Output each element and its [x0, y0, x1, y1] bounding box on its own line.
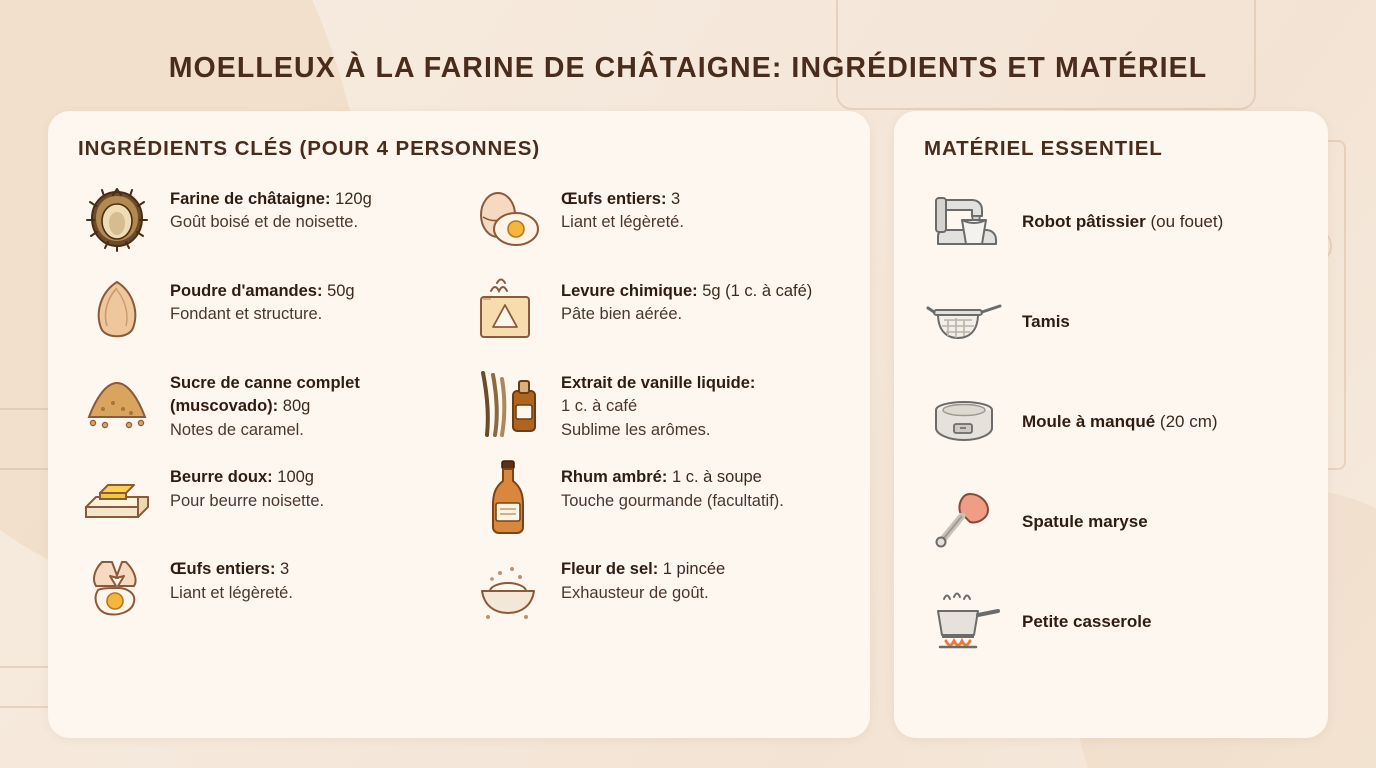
butter-icon	[78, 460, 156, 534]
ingredient-desc: Pâte bien aérée.	[561, 305, 683, 324]
ingredient-text	[170, 274, 355, 327]
ingredient-text	[170, 182, 372, 235]
ingredient-amount: 1 pincée	[662, 560, 726, 579]
equipment-note: (20 cm)	[1159, 411, 1218, 431]
ingredient-desc: Pour beurre noisette.	[170, 491, 325, 510]
salt-bowl-icon	[469, 552, 547, 626]
ingredient-text	[170, 460, 324, 513]
ingredient-item	[78, 173, 449, 265]
egg-icon	[469, 182, 547, 256]
equipment-note: (ou fouet)	[1150, 211, 1224, 231]
equipment-name: Spatule maryse	[1022, 511, 1148, 531]
ingredient-text	[561, 182, 684, 235]
equipment-item	[924, 573, 1298, 673]
ingredient-desc: Liant et légèreté.	[170, 583, 293, 602]
ingredient-desc: Liant et légèreté.	[561, 213, 684, 232]
ingredients-grid	[78, 173, 840, 635]
ingredient-desc: Notes de caramel.	[170, 420, 304, 439]
ingredient-text	[561, 460, 784, 513]
ingredient-amount: 1 c. à café	[561, 397, 638, 416]
equipment-name: Moule à manqué	[1022, 411, 1156, 431]
ingredient-amount: 80g	[282, 397, 311, 416]
ingredient-name: Levure chimique:	[561, 282, 698, 300]
equipment-text	[1022, 185, 1223, 259]
springform-pan-icon	[924, 385, 1008, 459]
equipment-name: Petite casserole	[1022, 611, 1152, 631]
ingredient-item	[469, 173, 840, 265]
ingredient-name: Extrait de vanille liquide:	[561, 374, 756, 392]
ingredient-name: Œufs entiers:	[170, 560, 276, 579]
equipment-heading: MATÉRIEL ESSENTIEL	[924, 137, 1163, 160]
equipment-name: Tamis	[1022, 311, 1070, 331]
equipment-list	[924, 173, 1298, 673]
ingredient-name: Œufs entiers:	[561, 190, 667, 208]
ingredient-amount: 5g (1 c. à café)	[702, 282, 813, 300]
equipment-text	[1022, 285, 1070, 359]
equipment-item	[924, 273, 1298, 373]
chestnut-icon	[78, 182, 156, 256]
ingredient-item	[469, 451, 840, 543]
equipment-card	[894, 111, 1328, 738]
ingredient-amount: 3	[671, 190, 681, 208]
ingredient-item	[469, 265, 840, 357]
ingredient-desc: Goût boisé et de noisette.	[170, 213, 359, 232]
baking-powder-sachet-icon	[469, 274, 547, 348]
ingredient-item	[78, 451, 449, 543]
content-columns	[48, 111, 1328, 738]
ingredient-name: Beurre doux:	[170, 468, 273, 487]
ingredient-desc: Touche gourmande (facultatif).	[561, 491, 784, 510]
ingredients-heading: INGRÉDIENTS CLÉS (POUR 4 PERSONNES)	[78, 137, 541, 160]
ingredient-item	[78, 357, 449, 451]
equipment-item	[924, 173, 1298, 273]
ingredient-name: Farine de châtaigne:	[170, 190, 331, 208]
ingredient-name: Sucre de canne complet (muscovado):	[170, 374, 360, 416]
equipment-item	[924, 473, 1298, 573]
ingredient-amount: 120g	[335, 190, 372, 208]
equipment-text	[1022, 385, 1218, 459]
brown-sugar-icon	[78, 366, 156, 440]
ingredient-amount: 50g	[327, 282, 355, 300]
ingredient-item	[78, 543, 449, 635]
ingredient-amount: 100g	[277, 468, 314, 487]
spatula-icon	[924, 485, 1008, 559]
page-title: MOELLEUX À LA FARINE DE CHÂTAIGNE: INGRÉDIENTS ET MATÉRIEL	[168, 52, 1208, 84]
rum-bottle-icon	[469, 460, 547, 534]
saucepan-icon	[924, 585, 1008, 659]
equipment-item	[924, 373, 1298, 473]
ingredient-text	[561, 366, 755, 442]
cracked-egg-icon	[78, 552, 156, 626]
ingredient-name: Rhum ambré:	[561, 468, 668, 487]
ingredient-name: Poudre d'amandes:	[170, 282, 323, 300]
ingredient-text	[170, 552, 293, 605]
ingredient-amount: 1 c. à soupe	[671, 468, 762, 487]
ingredient-desc: Sublime les arômes.	[561, 420, 711, 439]
equipment-name: Robot pâtissier	[1022, 211, 1146, 231]
equipment-text	[1022, 585, 1151, 659]
stand-mixer-icon	[924, 185, 1008, 259]
ingredient-desc: Fondant et structure.	[170, 305, 323, 324]
ingredient-desc: Exhausteur de goût.	[561, 583, 709, 602]
ingredient-text	[170, 366, 449, 442]
ingredient-name: Fleur de sel:	[561, 560, 659, 579]
equipment-text	[1022, 485, 1148, 559]
ingredient-text	[561, 274, 812, 327]
ingredient-item	[469, 357, 840, 451]
sieve-icon	[924, 285, 1008, 359]
ingredient-item	[78, 265, 449, 357]
vanilla-extract-icon	[469, 366, 547, 440]
almond-icon	[78, 274, 156, 348]
ingredient-amount: 3	[280, 560, 290, 579]
ingredient-item	[469, 543, 840, 635]
ingredient-text	[561, 552, 725, 605]
ingredients-card	[48, 111, 870, 738]
